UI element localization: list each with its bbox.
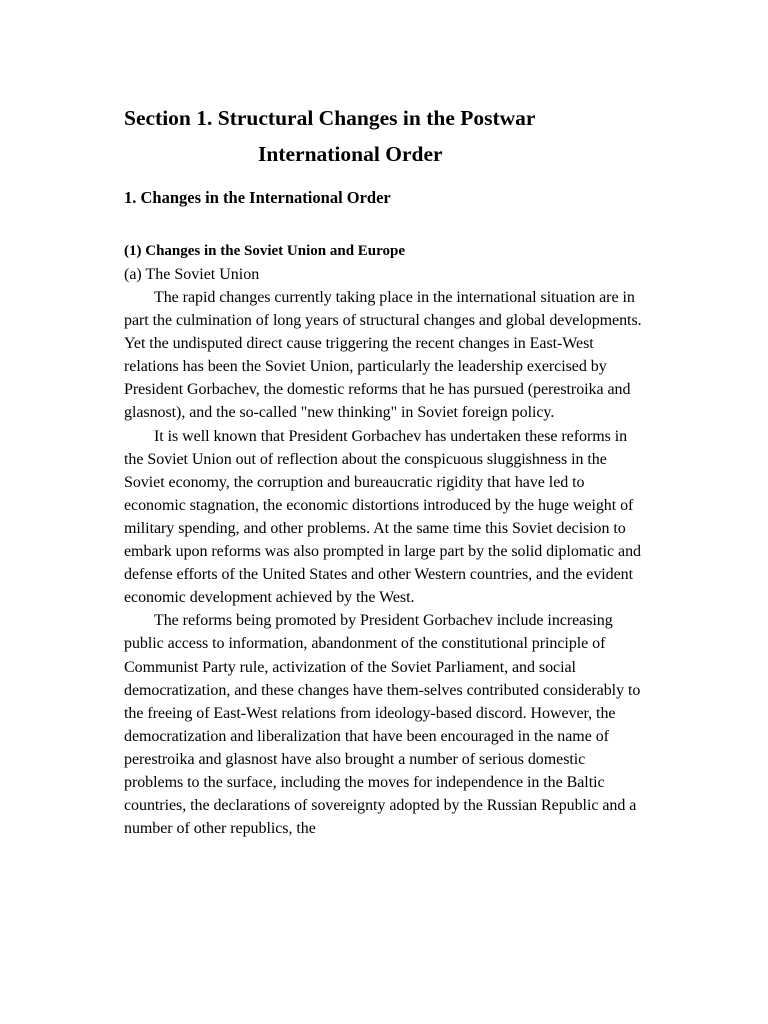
document-page xyxy=(124,100,646,840)
body-paragraph-2: It is well known that President Gorbachev has undertaken these reforms in the Soviet Union out of reflection about the conspicuous sluggishness in the Soviet economy, the corruption and bureaucratic rigidity that have led to economic stagnation, the economic distortions introduced by the huge weight of military spending, and other problems. At the same time this Soviet decision to embark upon reforms was also prompted in large part by the solid diplomatic and defense efforts of the United States and other Western countries, and the evident economic development achieved by the West. xyxy=(124,427,641,607)
body-paragraph-1: The rapid changes currently taking place in the international situation are in part the culmination of long years of structural changes and global developments. Yet the undisputed direct cause triggering the recent changes in East-West relations has been the Soviet Union, particularly the leadership exercised by President Gorbachev, the domestic reforms that he has pursued (perestroika and glasnost), and the so-called "new thinking" in Soviet foreign policy. xyxy=(124,289,642,422)
body-paragraph-3: The reforms being promoted by President Gorbachev include increasing public access to information, abandonment of the constitutional principle of Communist Party rule, activization of the Soviet Parliament, and social democratization, and these changes have them-selves contributed considerably to the freeing of East-West relations from ideology-based discord. However, the democratization and liberalization that have been encouraged in the name of perestroika and glasnost have also brought a number of serious domestic problems to the surface, including the moves for independence in the Baltic countries, the declarations of sovereignty adopted by the Russian Republic and a number of other republics, the xyxy=(124,612,641,838)
chapter-heading: 1. Changes in the International Order xyxy=(124,188,391,207)
section-title-line-1: Section 1. Structural Changes in the Postwar xyxy=(124,106,536,130)
subsection-heading: (1) Changes in the Soviet Union and Europe xyxy=(124,243,406,259)
section-title-line-2: International Order xyxy=(258,142,443,166)
section-title xyxy=(124,100,646,172)
subsection-subheading: (a) The Soviet Union xyxy=(124,266,260,283)
